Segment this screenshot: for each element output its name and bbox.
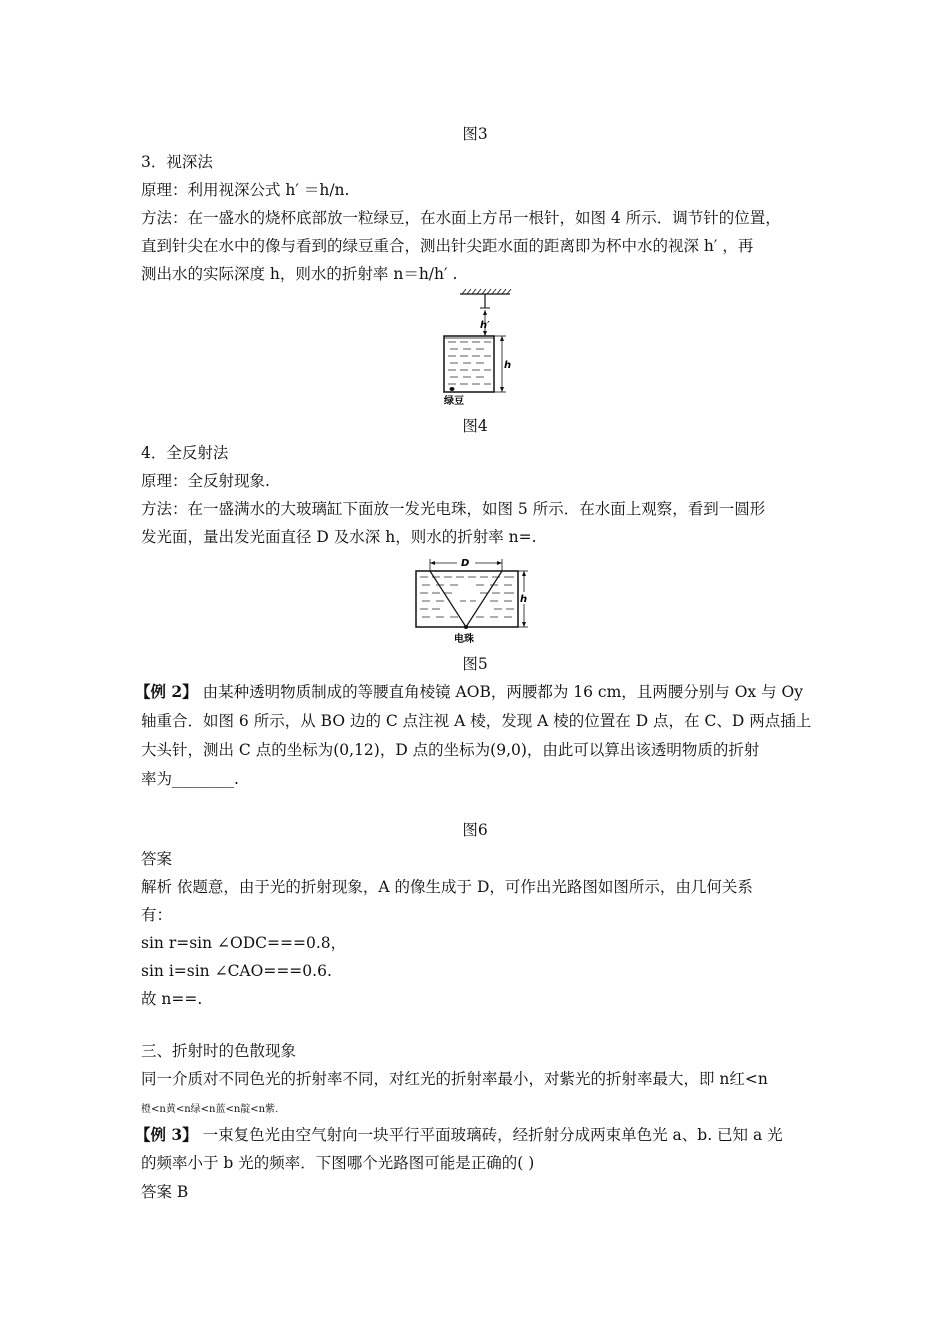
fig5-label-h: h <box>520 594 528 605</box>
section-three-line: 同一介质对不同色光的折射率不同，对红光的折射率最小，对紫光的折射率最大，即 n红<n <box>141 1070 768 1088</box>
section-4-title: 4．全反射法 <box>141 444 229 462</box>
example-2-line: 大头针，测出 C 点的坐标为(0,12)，D 点的坐标为(9,0)，由此可以算出该透明物质的折射 <box>141 741 760 759</box>
example-3-text: 一束复色光由空气射向一块平行平面玻璃砖，经折射分成两束单色光 a、b. 已知 a 光 <box>197 1126 783 1144</box>
figure-3-caption: 图3 <box>462 125 488 143</box>
fig5-label-bulb: 电珠 <box>454 634 474 645</box>
fig4-label-bean: 绿豆 <box>444 396 464 407</box>
example-3-tag: 【例 3】 <box>135 1125 198 1144</box>
figure-4-caption: 图4 <box>462 417 488 435</box>
figure-5-caption: 图5 <box>462 655 488 673</box>
analysis-line: sin i=sin ∠CAO===0.6. <box>141 962 332 980</box>
analysis-line: sin r=sin ∠ODC===0.8， <box>141 934 347 952</box>
example-2-line <box>135 682 803 702</box>
section-3-method-line: 方法：在一盛水的烧杯底部放一粒绿豆，在水面上方吊一根针，如图 4 所示．调节针的位置， <box>141 209 781 227</box>
example-2-text: 由某种透明物质制成的等腰直角棱镜 AOB，两腰都为 16 cm，且两腰分别与 Ox 与 Oy <box>197 683 803 701</box>
section-3-principle: 原理：利用视深公式 h′ ＝h/n. <box>141 181 350 199</box>
example-3-line: 的频率小于 b 光的频率．下图哪个光路图可能是正确的( ) <box>141 1154 535 1172</box>
section-3-title: 3．视深法 <box>141 153 213 171</box>
answer-label: 答案 <box>141 850 173 868</box>
section-3-method-line: 直到针尖在水中的像与看到的绿豆重合，测出针尖距水面的距离即为杯中水的视深 h′ ，再 <box>141 237 754 255</box>
figure-4-diagram <box>430 288 520 410</box>
example-3-line <box>135 1125 783 1145</box>
bean-dot <box>450 387 455 391</box>
example-3-answer: 答案 B <box>141 1183 189 1201</box>
section-4-principle: 原理：全反射现象. <box>141 472 270 490</box>
fig4-label-hprime: h′ <box>480 320 490 331</box>
figure-5-diagram <box>410 555 540 647</box>
section-4-method-line: 发光面，量出发光面直径 D 及水深 h，则水的折射率 n=. <box>141 528 537 546</box>
example-2-line: 率为________. <box>141 770 239 788</box>
analysis-line: 解析 依题意，由于光的折射现象，A 的像生成于 D，可作出光路图如图所示，由几何关系 <box>141 878 753 896</box>
analysis-line: 故 n==. <box>141 990 203 1008</box>
fig4-label-h: h <box>504 360 512 371</box>
figure-6-caption: 图6 <box>462 821 488 839</box>
example-2-line: 轴重合．如图 6 所示，从 BO 边的 C 点注视 A 棱，发现 A 棱的位置在 D 点，在 C、D 两点插上 <box>141 712 812 730</box>
fig5-label-D: D <box>461 558 470 569</box>
bulb-dot <box>464 625 468 629</box>
analysis-line: 有： <box>141 906 173 924</box>
example-2-tag: 【例 2】 <box>135 682 198 701</box>
section-three-title: 三、折射时的色散现象 <box>141 1042 297 1060</box>
glass-tank <box>416 571 518 627</box>
section-3-method-line: 测出水的实际深度 h，则水的折射率 n＝h/h′ . <box>141 265 458 283</box>
section-4-method-line: 方法：在一盛满水的大玻璃缸下面放一发光电珠，如图 5 所示．在水面上观察，看到一圆形 <box>141 500 766 518</box>
section-three-line: 橙<n黄<n绿<n蓝<n靛<n紫. <box>141 1104 279 1115</box>
